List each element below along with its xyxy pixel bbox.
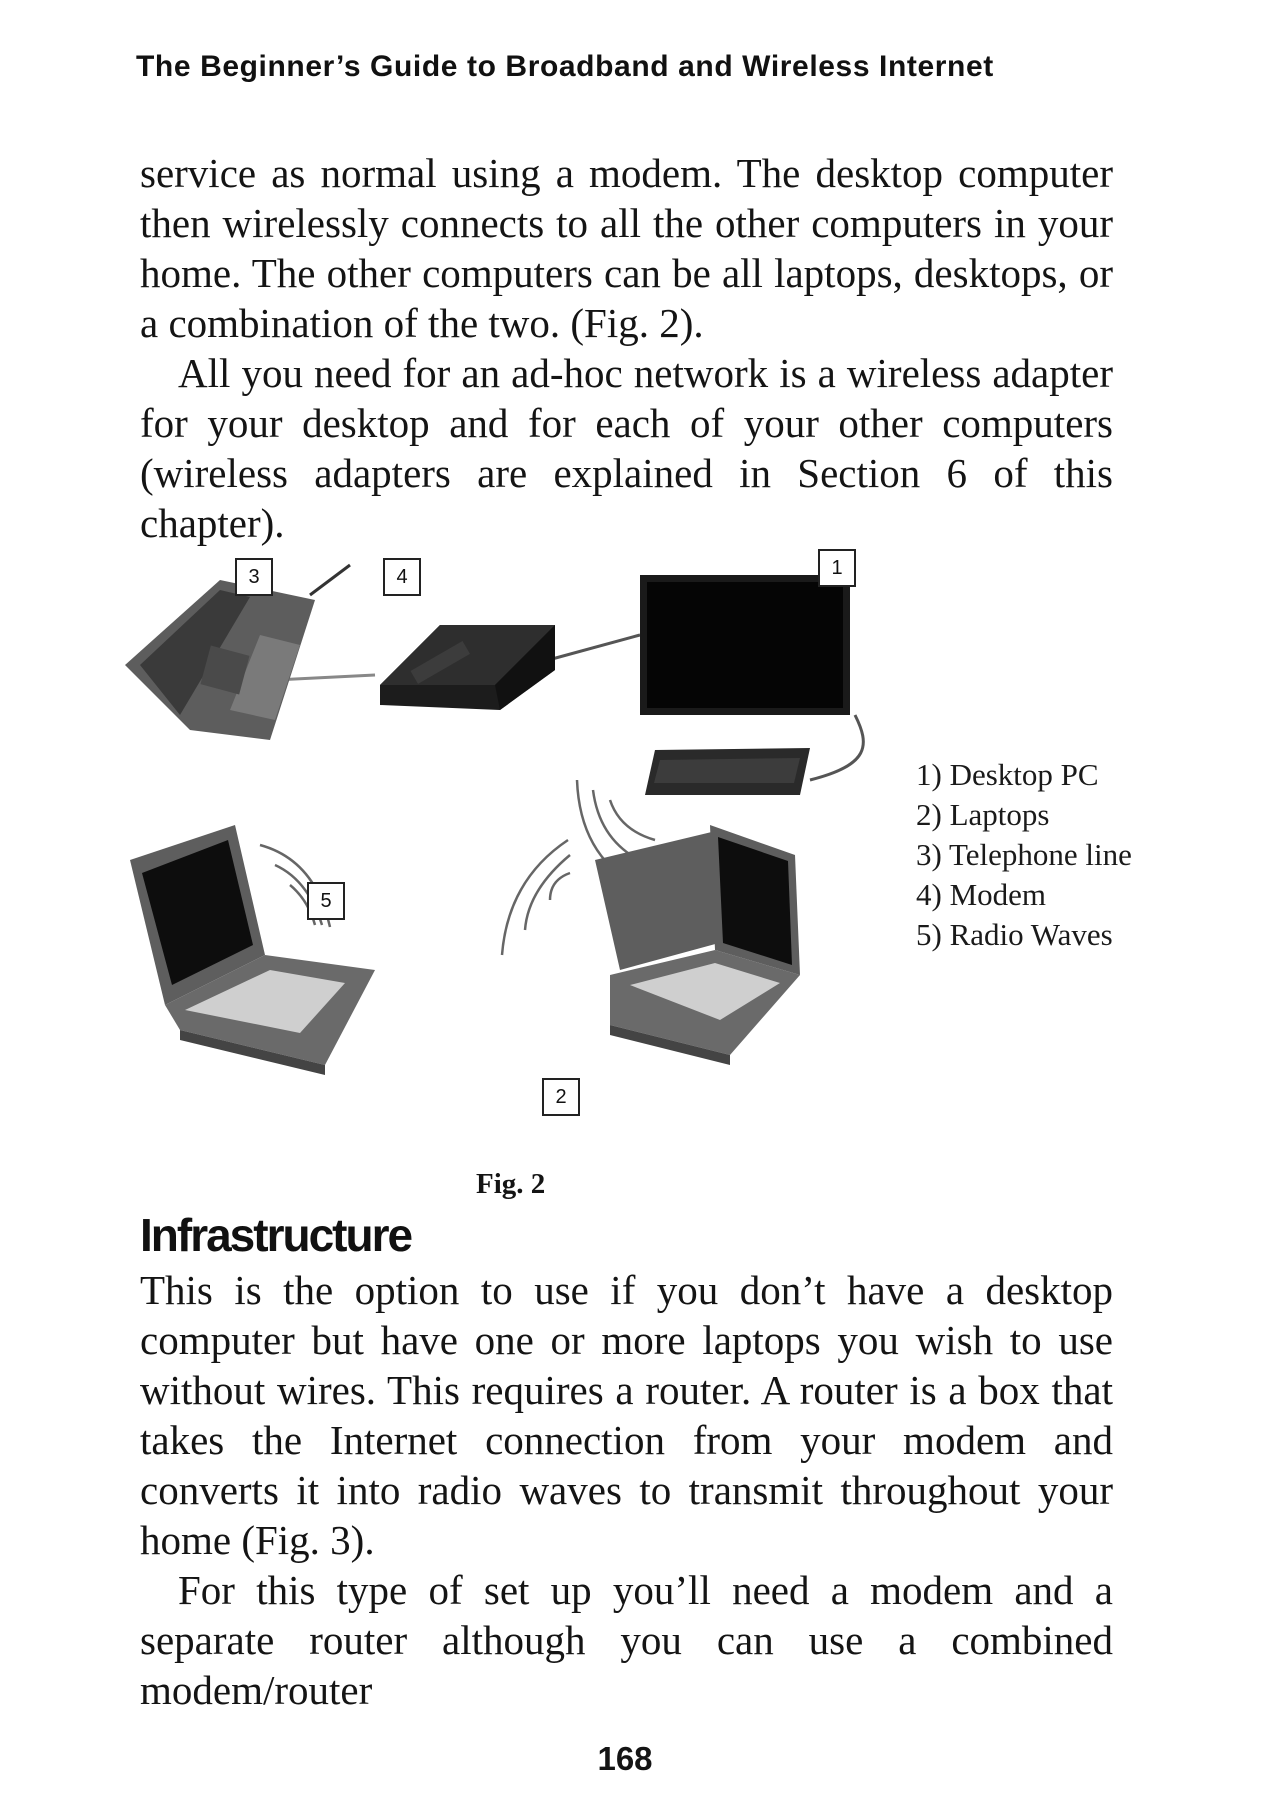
figure-legend xyxy=(916,755,1132,955)
legend-item: 5) Radio Waves xyxy=(916,917,1113,952)
legend-item: 2) Laptops xyxy=(916,797,1050,832)
modem-illustration xyxy=(380,625,555,710)
intro-text xyxy=(140,148,1113,548)
legend-item: 3) Telephone line xyxy=(916,837,1132,872)
paragraph: This is the option to use if you don’t have a desktop computer but have one or more laptops you wish to use without wires. This requires a router. A router is a box that takes the Internet connection from your modem and converts it into radio waves to transmit throughout your home (Fig. 3). xyxy=(140,1267,1113,1563)
callout-5: 5 xyxy=(307,882,345,920)
telephone-illustration xyxy=(125,580,315,740)
radio-waves-right-laptop xyxy=(502,840,570,955)
callout-2: 2 xyxy=(542,1078,580,1116)
desktop-monitor-illustration xyxy=(640,575,850,715)
figure-caption: Fig. 2 xyxy=(476,1168,546,1200)
paragraph: For this type of set up you’ll need a modem and a separate router although you can use a combined modem/router xyxy=(140,1567,1113,1713)
legend-item: 4) Modem xyxy=(916,877,1047,912)
laptop-left-illustration xyxy=(130,825,375,1075)
paragraph: service as normal using a modem. The desktop computer then wirelessly connects to all the other computers in your home. The other computers can be all laptops, desktops, or a combination of the two. (Fig. 2). xyxy=(140,150,1113,346)
laptop-right-illustration xyxy=(595,825,800,1065)
paragraph: All you need for an ad-hoc network is a wireless adapter for your desktop and for each of your other computers (wireless adapters are explained in Section 6 of this chapter). xyxy=(140,350,1113,546)
callout-4: 4 xyxy=(383,558,421,596)
running-header-title: The Beginner’s Guide to Broadband and Wireless Internet xyxy=(136,50,994,83)
figure-2 xyxy=(110,555,1190,1155)
callout-3: 3 xyxy=(235,558,273,596)
legend-item: 1) Desktop PC xyxy=(916,757,1099,792)
page-number: 168 xyxy=(597,1740,653,1777)
section-heading: Infrastructure xyxy=(140,1209,412,1261)
keyboard-illustration xyxy=(645,748,810,795)
callout-1: 1 xyxy=(818,549,856,587)
section-text xyxy=(140,1265,1113,1715)
